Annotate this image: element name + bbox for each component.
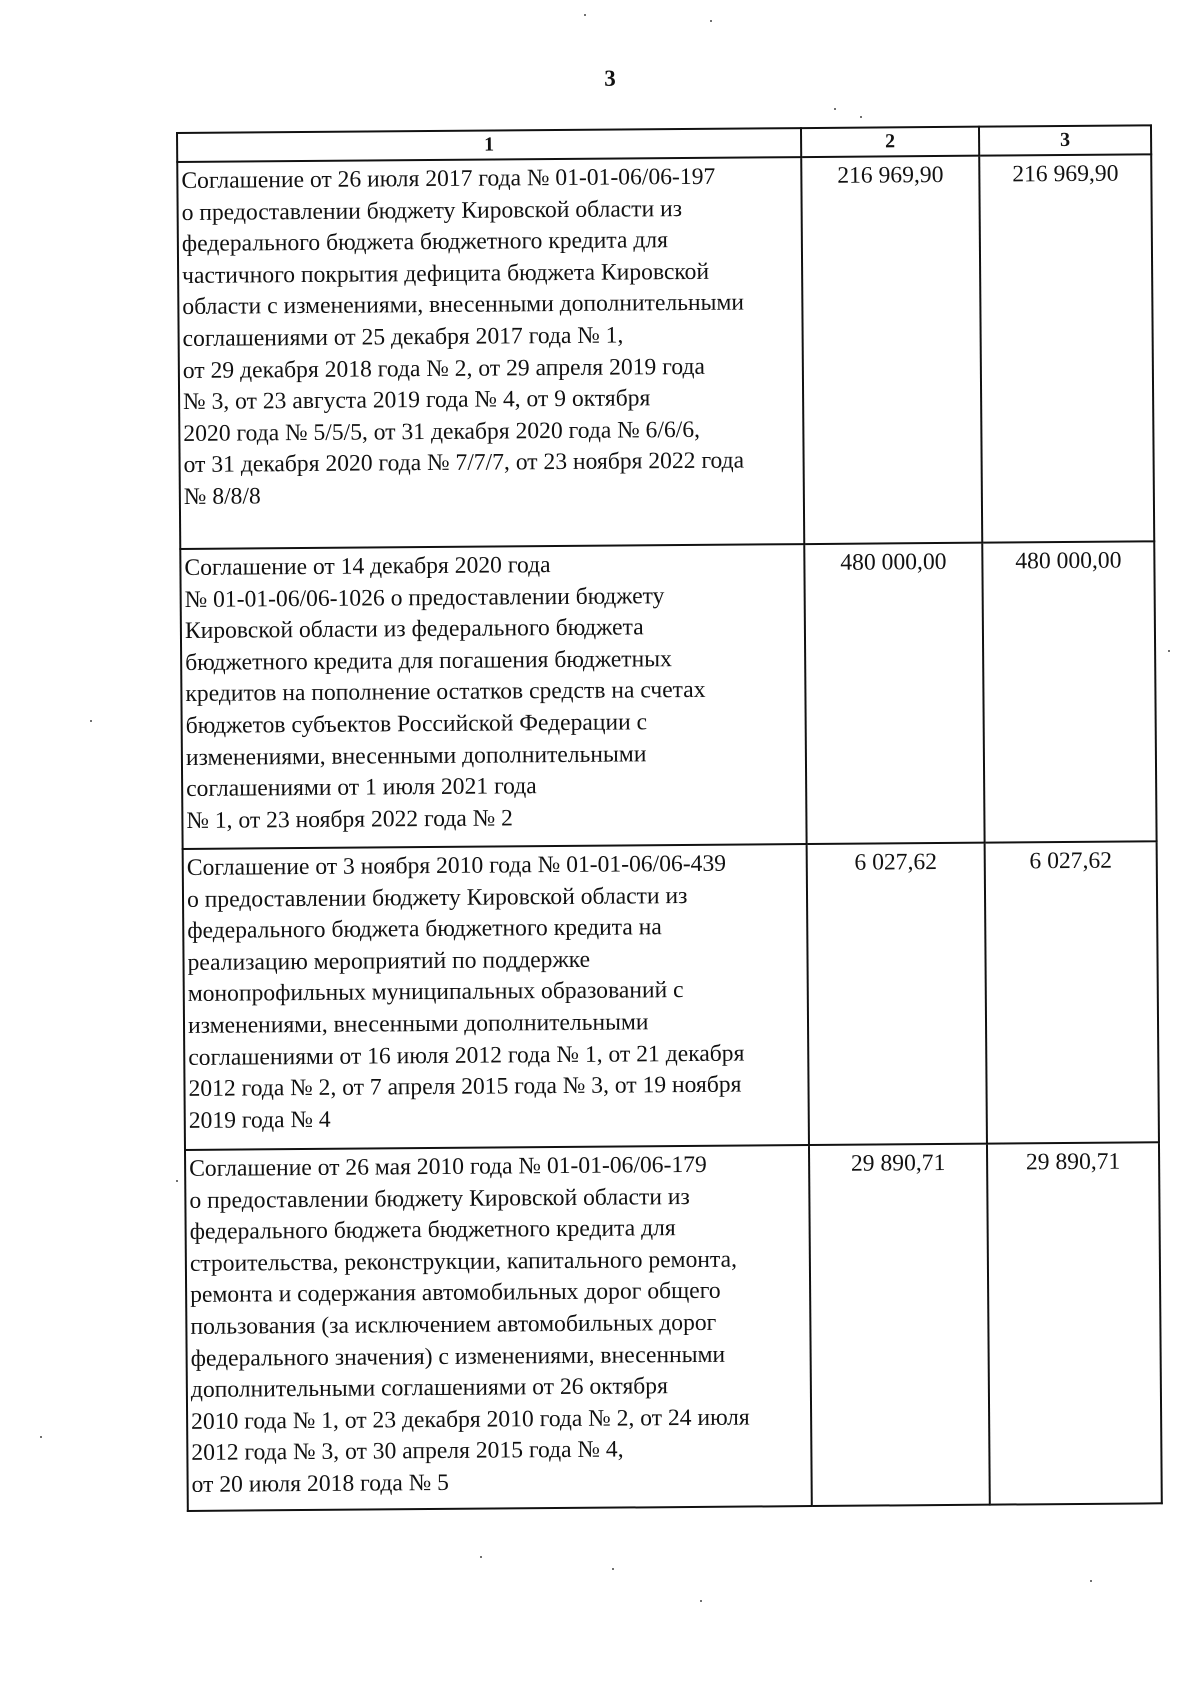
scan-speck <box>860 116 862 118</box>
amount-column-3: 216 969,90 <box>979 154 1154 542</box>
description-line: 2012 года № 3, от 30 апреля 2015 года № 4, <box>191 1436 624 1467</box>
scan-speck <box>90 720 92 722</box>
amount-column-2: 6 027,62 <box>807 843 987 1145</box>
column-header-2: 2 <box>801 127 979 157</box>
description-line: Соглашение от 14 декабря 2020 года <box>184 552 551 581</box>
description-line: 2010 года № 1, от 23 декабря 2010 года № 2, от 24 июля <box>191 1404 750 1435</box>
description-line: реализацию мероприятий по поддержке <box>187 946 591 976</box>
description-line: области с изменениями, внесенными дополнительными <box>182 289 745 321</box>
table-row <box>185 1142 1162 1511</box>
description-line: пользования (за исключением автомобильных дорог <box>190 1309 717 1340</box>
description-line: ремонта и содержания автомобильных дорог общего <box>190 1278 721 1309</box>
description-line: бюджетов субъектов Российской Федерации с <box>185 709 648 739</box>
description-line: кредитов на пополнение остатков средств на счетах <box>185 677 706 708</box>
description-line: о предоставлении бюджету Кировской области из <box>181 195 683 226</box>
scan-speck <box>1168 650 1170 652</box>
scan-speck <box>40 1436 42 1438</box>
scan-speck <box>1090 1580 1092 1582</box>
amount-column-3: 480 000,00 <box>982 541 1156 842</box>
scan-speck <box>176 1180 178 1182</box>
description-line: строительства, реконструкции, капитального ремонта, <box>189 1246 738 1277</box>
scan-speck <box>612 1568 614 1570</box>
description-line: о предоставлении бюджету Кировской области из <box>186 882 688 913</box>
description-line: о предоставлении бюджету Кировской области из <box>189 1183 690 1214</box>
scan-speck <box>710 20 712 22</box>
description-line: 2019 года № 4 <box>188 1106 331 1134</box>
description-line: изменениями, внесенными дополнительными <box>185 740 647 771</box>
amount-column-2: 216 969,90 <box>801 156 982 544</box>
description-line: федерального значения) с изменениями, внесенными <box>190 1341 726 1372</box>
description-line: федерального бюджета бюджетного кредита для <box>181 227 669 258</box>
scan-speck <box>480 1556 482 1558</box>
amount-column-2: 480 000,00 <box>804 543 984 844</box>
description-line: соглашениями от 1 июля 2021 года <box>186 773 537 803</box>
description-line: Соглашение от 3 ноября 2010 года № 01-01-06/06-439 <box>186 850 727 881</box>
page-number: 3 <box>604 66 616 91</box>
table-row <box>183 841 1159 1150</box>
description-line: монопрофильных муниципальных образований с <box>187 977 684 1008</box>
description-line: от 29 декабря 2018 года № 2, от 29 апреля 2019 года <box>182 353 705 384</box>
description-line: № 01-01-06/06-1026 о предоставлении бюджету <box>184 582 665 613</box>
description-line: № 3, от 23 августа 2019 года № 4, от 9 октября <box>183 385 651 416</box>
description-line: бюджетного кредита для погашения бюджетных <box>185 645 672 676</box>
description-line: частичного покрытия дефицита бюджета Кировской <box>182 258 710 289</box>
column-header-3: 3 <box>979 125 1151 155</box>
description-line: 2020 года № 5/5/5, от 31 декабря 2020 года № 6/6/6, <box>183 416 701 447</box>
amount-column-3: 6 027,62 <box>985 841 1159 1143</box>
agreement-description <box>183 844 809 1150</box>
table-row <box>177 154 1154 549</box>
amount-column-3: 29 890,71 <box>987 1142 1162 1504</box>
description-line: дополнительными соглашениями от 26 октября <box>190 1373 668 1404</box>
scan-speck <box>584 14 586 16</box>
column-header-1: 1 <box>177 128 801 162</box>
description-line: федерального бюджета бюджетного кредита на <box>187 914 662 945</box>
budget-credit-agreements-table <box>176 124 1163 1512</box>
description-line: Соглашение от 26 июля 2017 года № 01-01-06/06-197 <box>181 163 716 194</box>
description-line: федерального бюджета бюджетного кредита для <box>189 1215 676 1246</box>
description-line: 2012 года № 2, от 7 апреля 2015 года № 3, от 19 ноября <box>188 1071 742 1103</box>
description-line: соглашениями от 25 декабря 2017 года № 1, <box>182 322 624 352</box>
agreement-description <box>185 1145 812 1511</box>
agreement-description <box>177 157 804 549</box>
description-line: от 20 июля 2018 года № 5 <box>191 1469 449 1498</box>
scan-speck <box>834 108 836 110</box>
description-line: Кировской области из федерального бюджета <box>184 614 644 645</box>
table-row <box>180 541 1156 849</box>
scan-speck <box>700 1600 702 1602</box>
description-line: № 1, от 23 ноября 2022 года № 2 <box>186 805 513 834</box>
agreement-description <box>180 544 806 849</box>
amount-column-2: 29 890,71 <box>809 1144 990 1506</box>
description-line: от 31 декабря 2020 года № 7/7/7, от 23 ноября 2022 года <box>183 447 745 479</box>
description-line: соглашениями от 16 июля 2012 года № 1, от 21 декабря <box>188 1040 745 1071</box>
description-line: № 8/8/8 <box>183 483 261 510</box>
description-line: изменениями, внесенными дополнительными <box>187 1009 649 1039</box>
description-line: Соглашение от 26 мая 2010 года № 01-01-06/06-179 <box>189 1151 707 1182</box>
